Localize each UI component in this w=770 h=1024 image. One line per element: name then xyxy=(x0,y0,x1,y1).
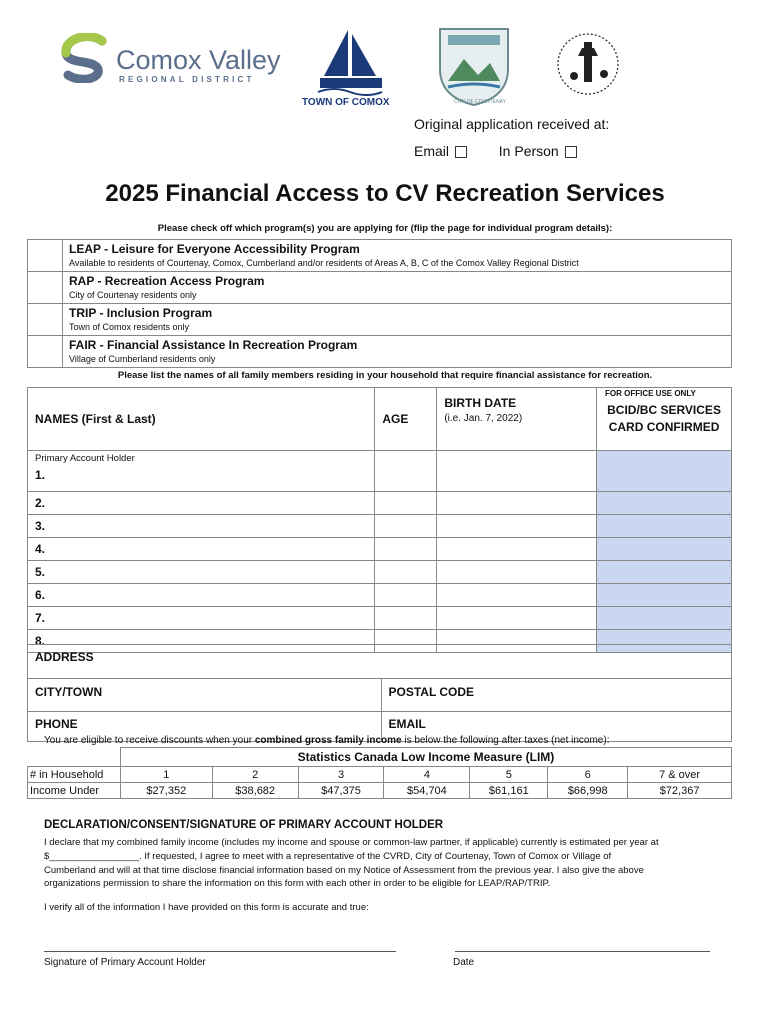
address-field[interactable]: ADDRESS xyxy=(28,645,732,679)
bcid-cell xyxy=(597,607,732,630)
table-row xyxy=(28,515,732,538)
lim-title: Statistics Canada Low Income Measure (LIM) xyxy=(120,748,731,767)
income-cell: $54,704 xyxy=(384,783,470,799)
income-cell: $27,352 xyxy=(120,783,212,799)
name-cell[interactable]: 3. xyxy=(28,515,375,538)
program-checkbox-leap[interactable] xyxy=(28,240,63,272)
household-cell: 3 xyxy=(298,767,384,783)
in-person-checkbox[interactable] xyxy=(565,146,577,158)
household-cell: 4 xyxy=(384,767,470,783)
program-row-leap xyxy=(28,240,732,272)
program-checkbox-fair[interactable] xyxy=(28,336,63,368)
col-birth-hint: (i.e. Jan. 7, 2022) xyxy=(444,413,523,424)
name-cell[interactable]: 2. xyxy=(28,492,375,515)
program-row-trip xyxy=(28,304,732,336)
received-label: Original application received at: xyxy=(414,116,610,132)
email-field[interactable]: EMAIL xyxy=(381,712,732,742)
name-cell[interactable]: 5. xyxy=(28,561,375,584)
declaration-text: I declare that my combined family income (includes my income and spouse or common-law partner, if applicable) currently is estimated per year at $_________________. If requested, I agree to meet with a representative of the CVRD, City of Courtenay, Town of Comox or Village of Cumberland and will at that time disclose financial information based on my Notice of Assessment from the previous year. I also give the above organizations permission to share the information on this form with each other in order to be eligible for LEAP/RAP/TRIP. xyxy=(44,837,659,890)
bcid-cell xyxy=(597,561,732,584)
program-desc: City of Courtenay residents only xyxy=(69,290,197,300)
household-cell: 1 xyxy=(120,767,212,783)
comox-ship-icon xyxy=(316,28,386,98)
lim-table xyxy=(27,747,732,799)
table-row xyxy=(28,492,732,515)
signature-label: Signature of Primary Account Holder xyxy=(44,957,206,968)
income-cell: $72,367 xyxy=(628,783,732,799)
age-cell[interactable] xyxy=(375,538,437,561)
household-cell: 2 xyxy=(212,767,298,783)
age-cell[interactable] xyxy=(375,584,437,607)
lim-row-label: # in Household xyxy=(28,767,121,783)
program-desc: Town of Comox residents only xyxy=(69,322,190,332)
cvrd-subtitle: REGIONAL DISTRICT xyxy=(119,75,255,84)
table-row xyxy=(28,584,732,607)
family-list-note: Please list the names of all family members residing in your household that require financial assistance for recreation. xyxy=(117,370,653,381)
program-desc: Available to residents of Courtenay, Comox, Cumberland and/or residents of Areas A, B, C of the Comox Valley Regional District xyxy=(69,258,579,268)
verify-statement: I verify all of the information I have provided on this form is accurate and true: xyxy=(44,902,369,913)
program-title: TRIP - Inclusion Program xyxy=(69,306,213,320)
date-line[interactable] xyxy=(455,951,710,952)
table-row xyxy=(28,607,732,630)
logo-banner xyxy=(0,0,770,112)
birth-date-cell[interactable] xyxy=(437,538,597,561)
col-bcid: BCID/BC SERVICES CARD CONFIRMED xyxy=(597,388,732,451)
name-cell[interactable]: 8. xyxy=(28,630,375,653)
household-cell: 6 xyxy=(548,767,628,783)
birth-date-cell[interactable] xyxy=(437,561,597,584)
bcid-cell xyxy=(597,584,732,607)
email-checkbox[interactable] xyxy=(455,146,467,158)
birth-date-cell[interactable] xyxy=(437,451,597,492)
program-checkbox-trip[interactable] xyxy=(28,304,63,336)
city-field[interactable]: CITY/TOWN xyxy=(28,679,382,712)
bcid-cell xyxy=(597,538,732,561)
table-row xyxy=(28,561,732,584)
in-person-option-label: In Person xyxy=(498,143,559,159)
lim-row-label: Income Under xyxy=(28,783,121,799)
birth-date-cell[interactable] xyxy=(437,584,597,607)
cumberland-seal-icon xyxy=(556,26,620,102)
table-row xyxy=(28,538,732,561)
program-row-fair xyxy=(28,336,732,368)
courtenay-label: CITY OF COURTENAY xyxy=(454,99,506,105)
income-cell: $61,161 xyxy=(470,783,548,799)
age-cell[interactable] xyxy=(375,607,437,630)
courtenay-crest-icon xyxy=(434,25,514,107)
birth-date-cell[interactable] xyxy=(437,515,597,538)
cvrd-logo-icon xyxy=(58,33,112,83)
postal-code-field[interactable]: POSTAL CODE xyxy=(381,679,732,712)
program-instructions: Please check off which program(s) you are applying for (flip the page for individual program details): xyxy=(157,223,613,234)
household-cell: 7 & over xyxy=(628,767,732,783)
table-row xyxy=(28,451,732,492)
declaration-title: DECLARATION/CONSENT/SIGNATURE OF PRIMARY ACCOUNT HOLDER xyxy=(44,819,444,831)
col-names: NAMES (First & Last) xyxy=(28,388,375,451)
eligibility-note: You are eligible to receive discounts when your combined gross family income is below the following after taxes (net income): xyxy=(44,735,610,746)
family-members-table xyxy=(27,387,732,653)
bcid-cell xyxy=(597,492,732,515)
name-cell[interactable]: 7. xyxy=(28,607,375,630)
phone-field[interactable]: PHONE xyxy=(28,712,382,742)
bcid-cell xyxy=(597,515,732,538)
age-cell[interactable] xyxy=(375,561,437,584)
date-label: Date xyxy=(453,957,475,968)
program-row-rap xyxy=(28,272,732,304)
comox-label: TOWN OF COMOX xyxy=(302,97,390,108)
program-title: LEAP - Leisure for Everyone Accessibility Program xyxy=(69,242,360,256)
birth-date-cell[interactable] xyxy=(437,492,597,515)
lim-income-row xyxy=(28,783,732,799)
income-cell: $66,998 xyxy=(548,783,628,799)
program-desc: Village of Cumberland residents only xyxy=(69,354,216,364)
contact-table xyxy=(27,644,732,742)
cvrd-name: Comox Valley xyxy=(116,45,281,75)
program-selection-table xyxy=(27,239,732,368)
page-title: 2025 Financial Access to CV Recreation Services xyxy=(105,180,665,207)
name-cell[interactable]: 4. xyxy=(28,538,375,561)
age-cell[interactable] xyxy=(375,451,437,492)
signature-line[interactable] xyxy=(44,951,396,952)
age-cell[interactable] xyxy=(375,515,437,538)
name-cell[interactable]: 6. xyxy=(28,584,375,607)
program-title: FAIR - Financial Assistance In Recreation Program xyxy=(69,338,358,352)
col-birth-date: BIRTH DATE xyxy=(444,396,517,410)
col-age: AGE xyxy=(375,388,437,451)
email-option-label: Email xyxy=(414,143,450,159)
office-use-label: FOR OFFICE USE ONLY xyxy=(605,389,696,398)
age-cell[interactable] xyxy=(375,492,437,515)
row-number: 1. xyxy=(35,468,46,482)
primary-holder-label: Primary Account Holder xyxy=(35,453,135,464)
lim-household-row xyxy=(28,767,732,783)
birth-date-cell[interactable] xyxy=(437,607,597,630)
bcid-cell xyxy=(597,451,732,492)
household-cell: 5 xyxy=(470,767,548,783)
income-cell: $47,375 xyxy=(298,783,384,799)
received-options xyxy=(414,143,577,159)
income-cell: $38,682 xyxy=(212,783,298,799)
program-title: RAP - Recreation Access Program xyxy=(69,274,265,288)
program-checkbox-rap[interactable] xyxy=(28,272,63,304)
